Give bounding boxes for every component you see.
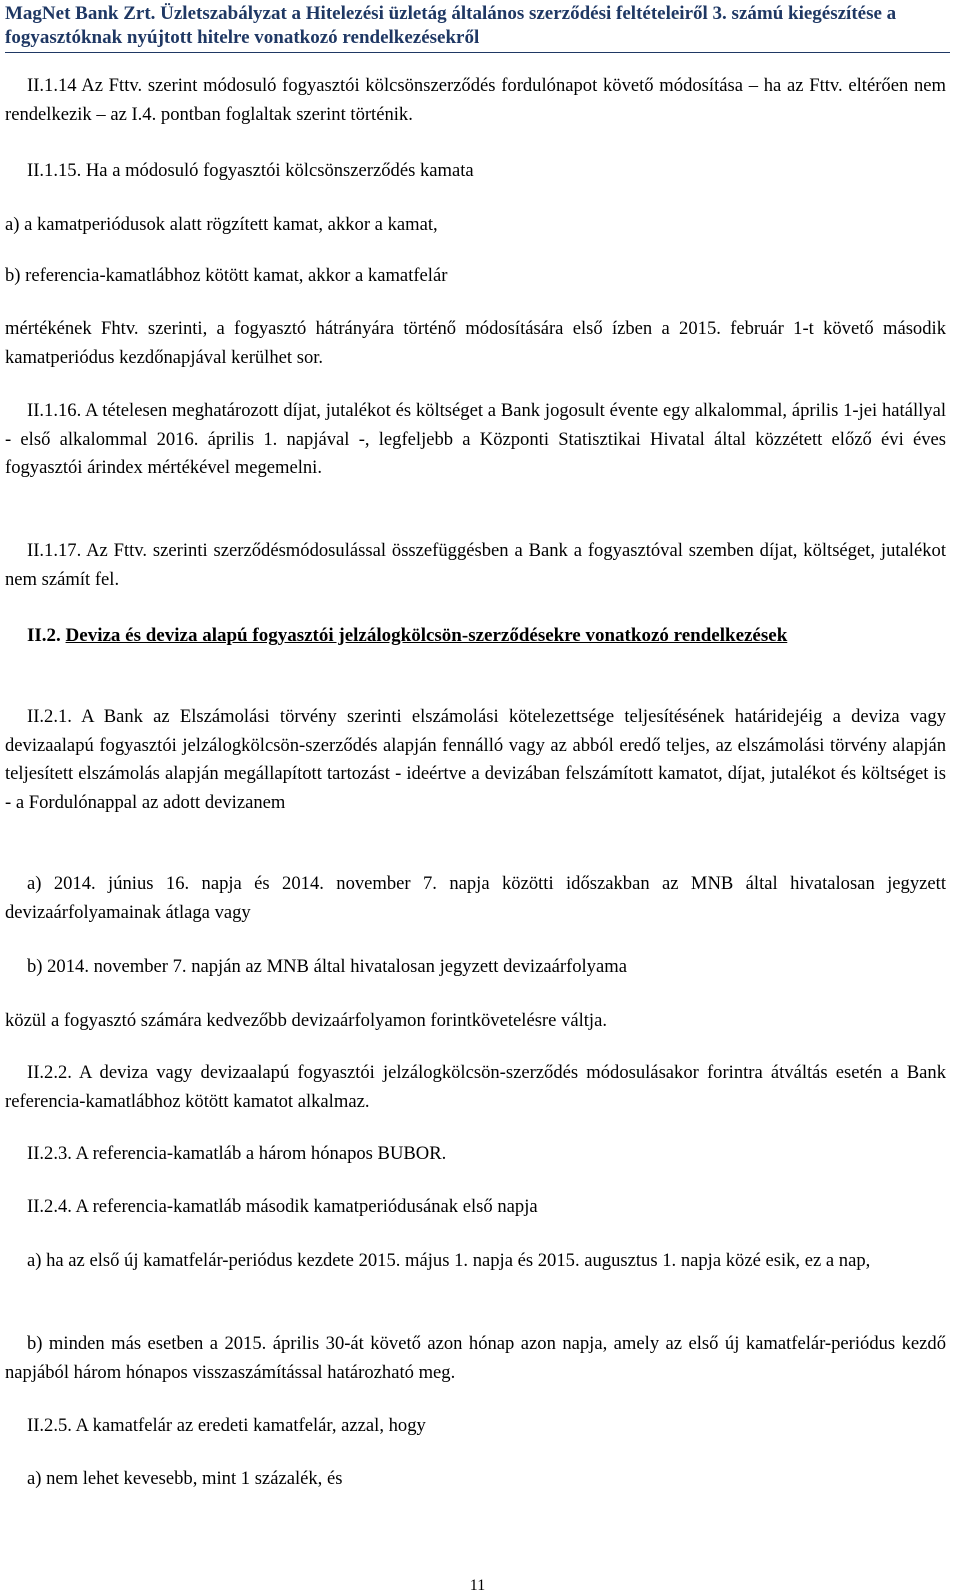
header-line-2: fogyasztóknak nyújtott hitelre vonatkozó rendelkezésekről (5, 27, 480, 48)
list-item-a-minimum: a) nem lehet kevesebb, mint 1 százalék, és (27, 1468, 343, 1489)
section-heading-number: II.2. (27, 625, 61, 646)
paragraph-ii-2-1: II.2.1. A Bank az Elszámolási törvény szerinti elszámolási kötelezettsége teljesítésének határidejéig a deviza vagy devizaalapú fogyasztói jelzálogkölcsön-szerződés alapján fennálló vagy az abból eredő teljes, az elszámolási törvény alapján teljesített elszámolás alapján megállapított tartozást - ideértve a devizában felszámított kamatot, díjat, jutalékot és költséget is - a Fordulónappal az adott devizanem (5, 706, 946, 813)
running-header (5, 2, 950, 50)
list-item-a-average-rate: a) 2014. június 16. napja és 2014. november 7. napja közötti időszakban az MNB által hivatalosan jegyzett devizaárfolyamainak átlaga vagy (5, 873, 946, 923)
list-item-a-fixed-interest: a) a kamatperiódusok alatt rögzített kamat, akkor a kamat, (5, 214, 438, 235)
paragraph-ii-1-15: II.1.15. Ha a módosuló fogyasztói kölcsönszerződés kamata (27, 160, 474, 181)
list-item-b-reference-rate: b) referencia-kamatlábhoz kötött kamat, akkor a kamatfelár (5, 265, 448, 286)
paragraph-ii-1-14: II.1.14 Az Fttv. szerint módosuló fogyasztói kölcsönszerződés fordulónapot követő módosítása – ha az Fttv. eltérően nem rendelkezik – az I.4. pontban foglaltak szerint történik. (5, 75, 946, 125)
paragraph-ii-1-17: II.1.17. Az Fttv. szerinti szerződésmódosulással összefüggésben a Bank a fogyasztóval szemben díjat, költséget, jutalékot nem számít fel. (5, 540, 946, 590)
paragraph-ii-2-4: II.2.4. A referencia-kamatláb második kamatperiódusának első napja (27, 1196, 538, 1217)
paragraph-ii-2-3: II.2.3. A referencia-kamatláb a három hónapos BUBOR. (27, 1143, 447, 1164)
paragraph-conversion: közül a fogyasztó számára kedvezőbb devizaárfolyamon forintkövetelésre váltja. (5, 1010, 607, 1031)
paragraph-fhtv-modification: mértékének Fhtv. szerinti, a fogyasztó hátrányára történő módosítására első ízben a 2015. február 1-t követő második kamatperiódus kezdőnapjával kerülhet sor. (5, 318, 946, 368)
paragraph-ii-2-5: II.2.5. A kamatfelár az eredeti kamatfelár, azzal, hogy (27, 1415, 426, 1436)
header-line-1: MagNet Bank Zrt. Üzletszabályzat a Hitelezési üzletág általános szerződési feltételeiről 3. számú kiegészítése a (5, 3, 897, 24)
paragraph-ii-2-2: II.2.2. A deviza vagy devizaalapú fogyasztói jelzálogkölcsön-szerződés módosulásakor forintra átváltás esetén a Bank referencia-kamatlábhoz kötött kamatot alkalmaz. (5, 1062, 946, 1112)
header-rule (5, 52, 950, 53)
paragraph-ii-1-16: II.1.16. A tételesen meghatározott díjat, jutalékot és költséget a Bank jogosult évente egy alkalommal, április 1-jei hatállyal - első alkalommal 2016. április 1. napjával -, legfeljebb a Központi Statisztikai Hivatal által közzétett előző évi éves fogyasztói árindex mértékével megemelni. (5, 400, 946, 478)
section-heading-title: Deviza és deviza alapú fogyasztói jelzálogkölcsön-szerződésekre vonatkozó rendelkezések (65, 625, 788, 646)
list-item-b-other-cases: b) minden más esetben a 2015. április 30-át követő azon hónap azon napja, amely az első új kamatfelár-periódus kezdő napjából három hónapos visszaszámítással határozható meg. (5, 1333, 946, 1383)
page-number: 11 (469, 1577, 486, 1594)
list-item-b-official-rate: b) 2014. november 7. napján az MNB által hivatalosan jegyzett devizaárfolyama (27, 956, 627, 977)
list-item-a-first-period: a) ha az első új kamatfelár-periódus kezdete 2015. május 1. napja és 2015. augusztus 1. napja közé esik, ez a nap, (27, 1250, 871, 1271)
section-heading-ii-2 (5, 622, 946, 651)
